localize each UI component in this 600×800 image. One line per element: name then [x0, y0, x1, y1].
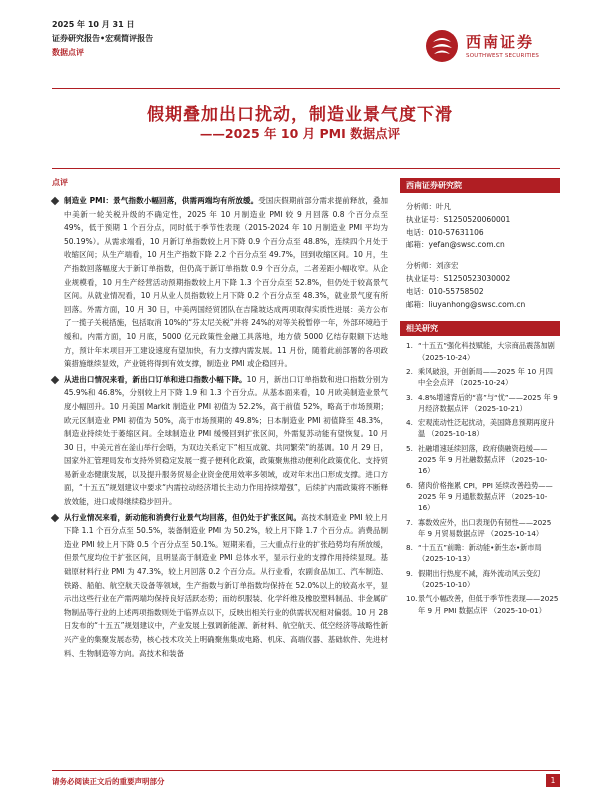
analyst-name: 分析师：叶凡 [406, 202, 451, 211]
paragraph-body: 高技术制造业 PMI 较上月下降 1.1 个百分点至 50.5%，装备制造业 PMI 为 50.2%，较上月下降 1.7 个百分点。消费品制造业 PMI 较上月下降 0.5 个百分点至 50.1%。短期来看，三大重点行业的扩张趋势均有所放缓，但景气度均位于扩张区间，且明显高于制造业 PMI 总体水平，显示行业的支撑作用持续显现。基础原材料行业 PMI 为 47.3%，较上月回落 0.2 个百分点。从行业看，农副食品加工、汽车制造、铁路、船舶、航空航天设备等领域，生产指数与新订单指数均保持在 52.0%以上的较高水平，显示出这些行业在产需两端均保持良好活跃态势；而纺织服装、化学纤维及橡胶塑料制品、非金属矿物制品等行业的上述两项指数则处于临界点以下，反映出相关行业的供需状况相对偏弱。10 月 28 日发布的“十五五”规划建议中，产业发展上强调新能源、新材料、航空航天、低空经济等战略性新兴产业的集聚发展态势，核心技术攻关上明确聚焦集成电路、机床、高端仪器、基础软件、先进材料、生物制造等方向。高技术和装备 [64, 512, 388, 658]
bullet-icon [51, 375, 59, 383]
report-subtitle: ——2025 年 10 月 PMI 数据点评 [199, 126, 401, 141]
related-item[interactable]: 2. 乘风破浪，开创新局——2025 年 10 月四中全会点评 （2025-10-24） [406, 366, 553, 388]
footer-divider [52, 770, 560, 771]
paragraph-body: 10 月，新出口订单指数和进口指数分别为 45.9%和 46.8%，分别较上月下降 1.9 和 1.3 个百分点。从基本面来看，10 月欧美制造业景气度小幅回升。10 月美国 Markit 制造业 PMI 初值为 52.2%，高于前值 52%，略高于市场预期；欧元区制造业 PMI 初值为 50%，高于市场预期的 49.8%；日本制造业 PMI 初值降至 48.3%，制造业持续处于萎缩区间。全球制造业 PMI 缓慢回到扩张区间，外需复苏动能有望恢复。10 月 30 日，中美元首在釜山举行会晤，为双边关系定下“相互成就、共同繁荣”的基调。10 月 29 日，国家外汇管理局发布支持外贸稳定发展一揽子便利化政策，政策聚焦推动便利化政策优化、支持贸易新业态健康发展，以及提升服务贸易企业资金使用效率多领域，或对年末出口形成支撑。进口方面，“十五五”规划建议中要求“内需拉动经济增长主动力作用持续增强”，后续扩内需政策将不断释放效能，进口或得继续稳步回升。 [64, 374, 388, 507]
related-item[interactable]: 6. 猪肉价格拖累 CPI，PPI 延续改善趋势——2025 年 9 月通胀数据点评 （2025-10-16） [406, 480, 553, 513]
analyst-email[interactable]: 邮箱：liuyanhong@swsc.com.cn [406, 299, 526, 309]
report-title: 假期叠加出口扰动，制造业景气度下滑 [147, 105, 453, 125]
paragraph-body: 受国庆假期前部分需求提前释放，叠加中美新一轮关税升级的不确定性，2025 年 10 月制造业 PMI 较 9 月回落 0.8 个百分点至 49%，低于预期 1 个百分点，同时低于季节性表现（2015-2024 年 10 月制造业 PMI 平均为 50.19%）。从需求端看，10 月新订单指数较上月下降 0.9 个百分点至 48.8%，连续四个月处于收缩区间；从生产端看，10 月生产指数下降 2.2 个百分点至 49.7%，回到收缩区间。10 月，生产指数回落幅度大于新订单指数，但仍高于新订单指数 0.9 个百分点，二者差距小幅收窄。从企业规模看，10 月生产经营活动预期指数较上月下降 1.3 个百分点至 52.8%，但仍处于较高景气区间。从就业情况看，10 月从业人员指数较上月下降 0.2 个百分点至 48.3%，就业景气度有所回落。外需方面，10 月 30 日，中美两国经贸团队在吉隆坡达成两项取得实质性进展：美方公布了一揽子关税措施，包括取消 10%的“芬太尼关税”并将 24%的对等关税暂停一年，外部环境趋于缓和。内需方面，10 月底，5000 亿元政策性金融工具落地，地方债 5000 亿结存限额下达地方，预计年末项目开工建设速度有望加快，有力支撑内需发展。11 月份，随着此前部署的各项政策措施继续显效，产业链将得到有效支撑，制造业 PMI 或企稳回升。 [64, 196, 388, 369]
paragraph-manufacturing-pmi [52, 194, 388, 371]
paragraph-lead: 从进出口情况来看，新出口订单和进口指数小幅下降。 [64, 374, 247, 384]
sidebar [400, 178, 560, 619]
related-item[interactable]: 1. “十五五”强化科技赋能，大宗商品震荡加剧 （2025-10-24） [406, 341, 555, 362]
footer-disclaimer: 请务必阅读正文后的重要声明部分 [52, 777, 165, 786]
related-item[interactable]: 5. 社融增速延续回落，政府债融资趋缓——2025 年 9 月社融数据点评 （2025-10-16） [406, 443, 548, 476]
report-type: 证券研究报告•宏观简评报告 [52, 34, 154, 43]
paragraph-lead: 制造业 PMI：景气指数小幅回落，供需两端均有所放缓。 [64, 196, 259, 205]
logo-text-en: SOUTHWEST SECURITIES [466, 53, 540, 59]
header-divider [52, 88, 560, 89]
paragraph-import-export [52, 373, 388, 509]
analyst-cert: 执业证号：S1250520060001 [406, 214, 511, 224]
analyst-email[interactable]: 邮箱：yefan@swsc.com.cn [406, 240, 505, 250]
bullet-icon [51, 197, 59, 205]
related-item[interactable]: 7. 寡数效应外，出口表现仍有韧性——2025 年 9 月贸易数据点评 （2025-10-14） [406, 517, 552, 538]
logo-text-cn: 西南证券 [466, 33, 535, 51]
bullet-icon [51, 513, 59, 521]
related-item[interactable]: 10. 景气小幅改善，但低于季节性表现——2025 年 9 月 PMI 数据点评 （2025-10-01） [406, 594, 559, 615]
related-item[interactable]: 8. “十五五”前瞻：新动能•新生态•新市局 （2025-10-13） [406, 543, 542, 564]
org-header: 西南证券研究院 [400, 178, 560, 193]
analyst-cert: 执业证号：S1250523030002 [406, 273, 511, 283]
related-list [400, 336, 560, 616]
title-divider [52, 168, 560, 169]
section-label: 点评 [52, 178, 68, 187]
related-item[interactable]: 3. 4.8%增速背后的“喜”与“忧”——2025 年 9 月经济数据点评 （2025-10-21） [406, 392, 558, 413]
report-date: 2025 年 10 月 31 日 [52, 20, 135, 29]
analyst-phone: 电话：010-57631106 [406, 227, 484, 237]
company-logo [424, 28, 560, 72]
analyst-phone: 电话：010-55758502 [406, 286, 484, 296]
related-research [400, 321, 560, 616]
related-item[interactable]: 4. 宏观流动性泛起扰动，美国降息预期再度升温 （2025-10-18） [406, 418, 555, 439]
page-number: 1 [546, 774, 560, 787]
analyst-name: 分析师：刘彦宏 [406, 261, 459, 271]
related-header: 相关研究 [400, 321, 560, 336]
related-item[interactable]: 9. 假期出行热度不减，海外流动风云变幻 （2025-10-10） [406, 568, 541, 590]
report-meta [52, 18, 153, 60]
report-category: 数据点评 [52, 48, 84, 57]
main-text [52, 194, 388, 662]
logo-mark-icon [424, 28, 460, 64]
paragraph-industry [52, 511, 388, 661]
analyst-list [400, 193, 560, 311]
paragraph-lead: 从行业情况来看，新动能和消费行业景气均回落，但仍处于扩张区间。 [64, 512, 302, 522]
